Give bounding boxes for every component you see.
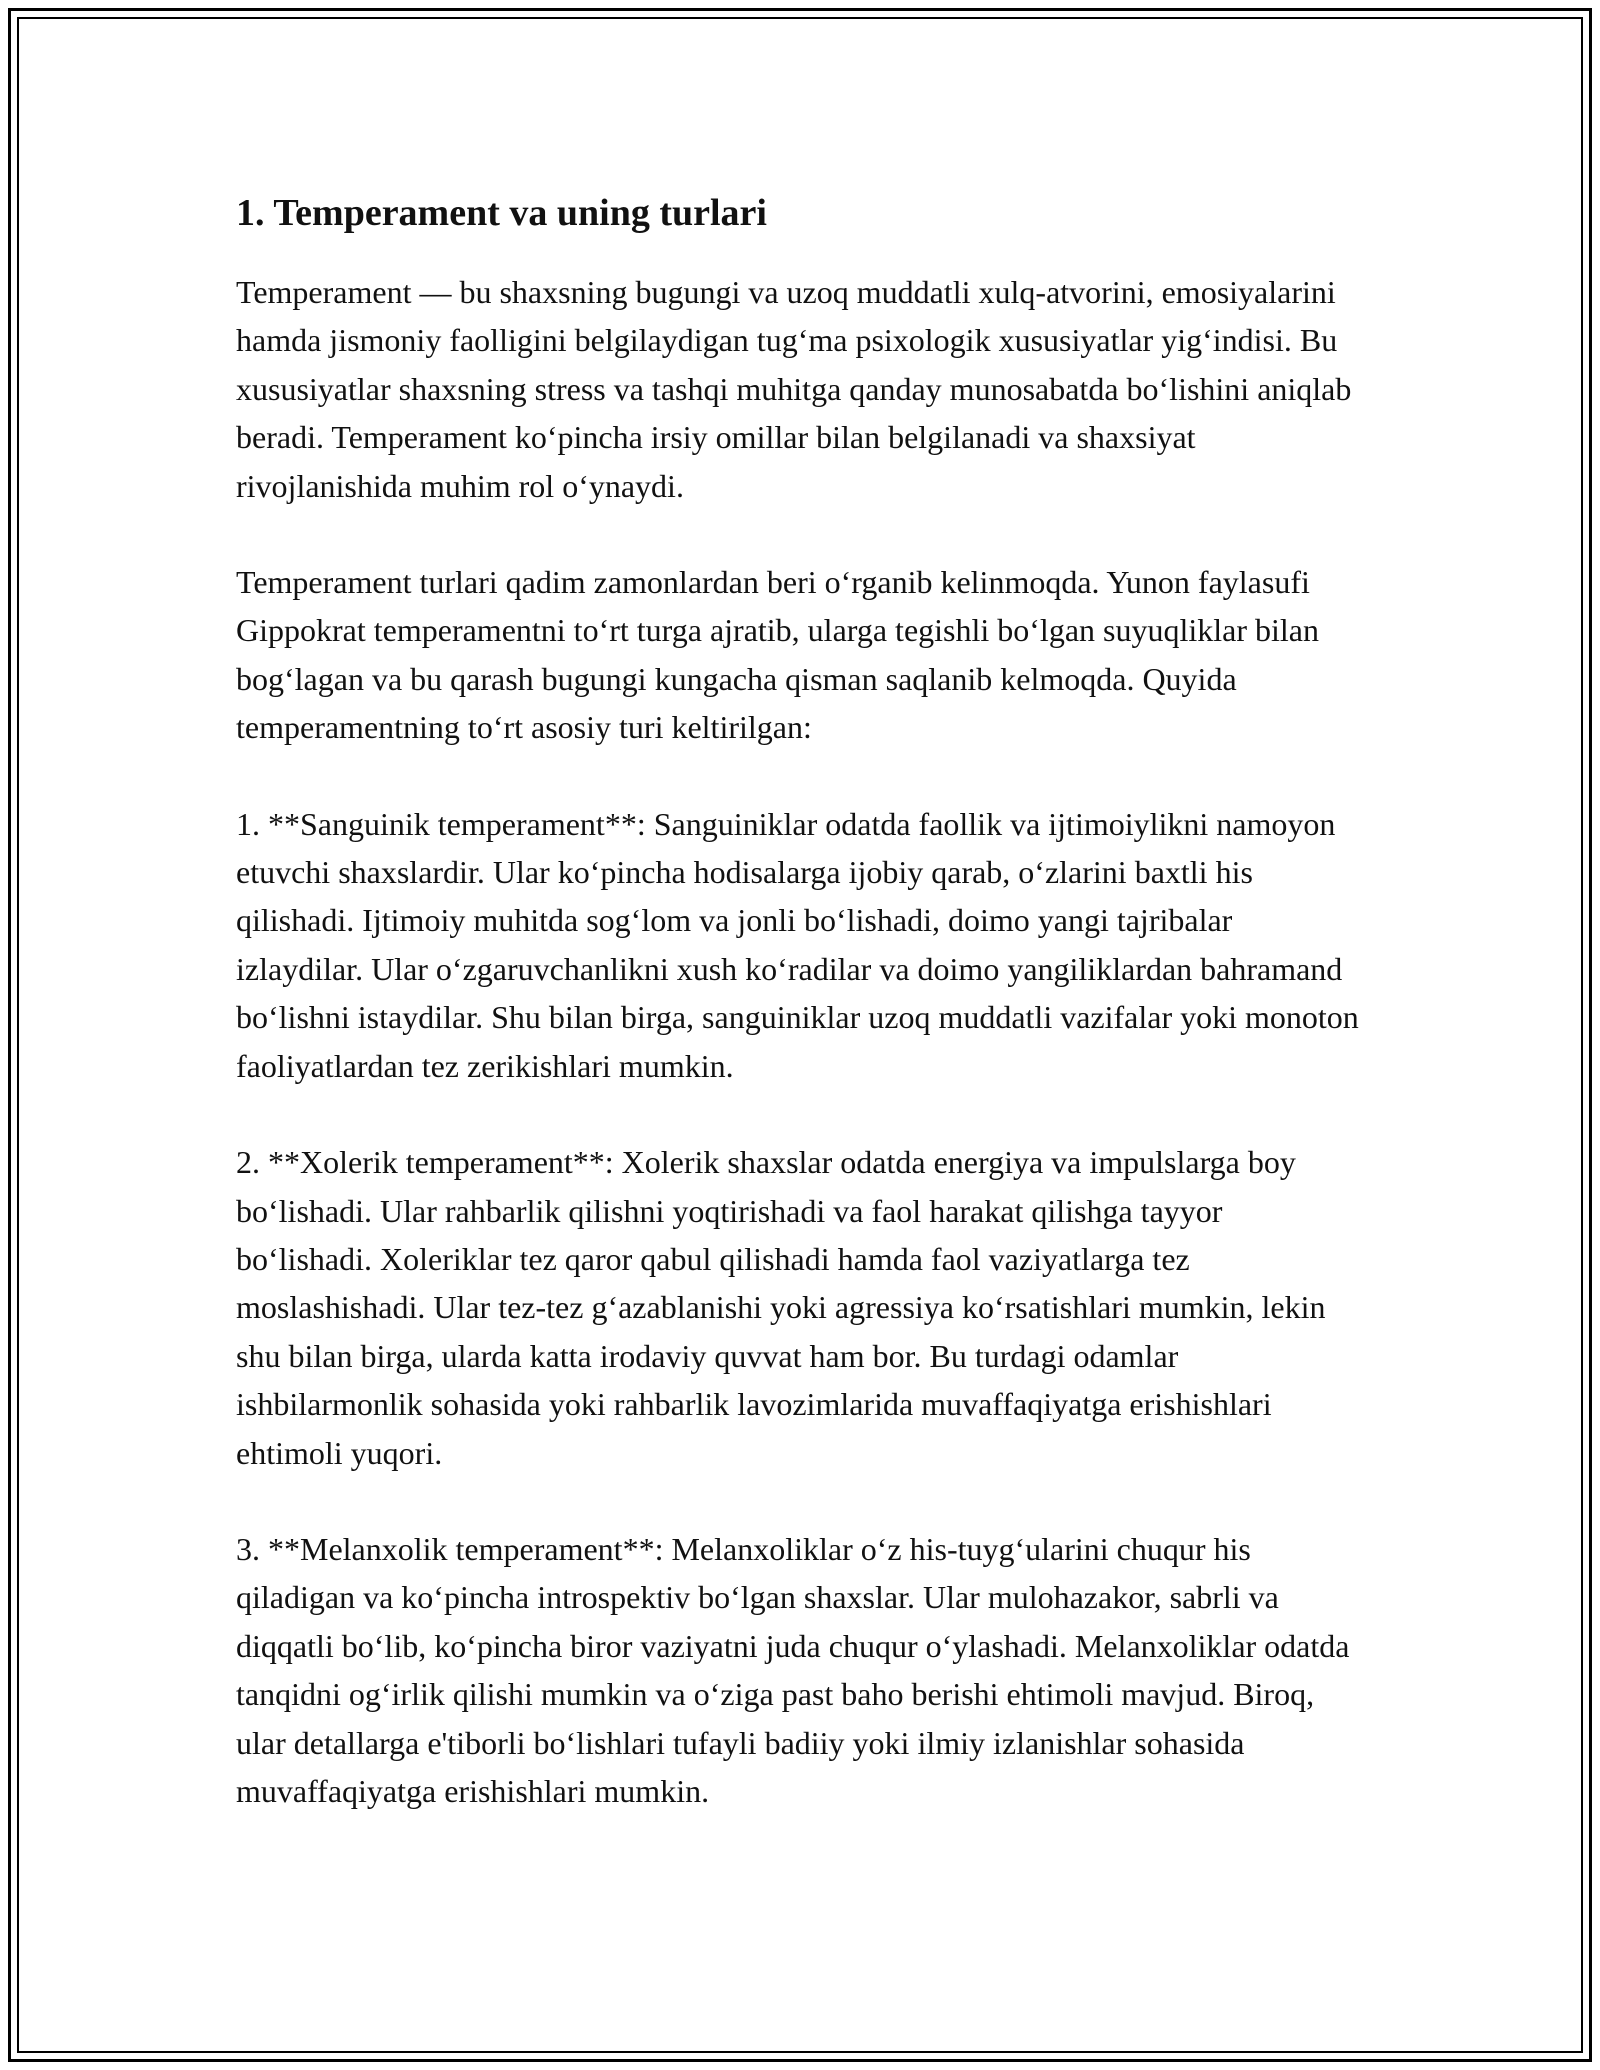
paragraph-sanguine: 1. **Sanguinik temperament**: Sanguiniklar odatda faollik va ijtimoiylikni namoyon etuvchi shaxslardir. Ular ko‘pincha hodisalarga ijobiy qarab, o‘zlarini baxtli his qilishadi. Ijtimoiy muhitda sog‘lom va jonli bo‘lishadi, doimo yangi tajribalar izlaydilar. Ular o‘zgaruvchanlikni xush ko‘radilar va doimo yangiliklardan bahramand bo‘lishni istaydilar. Shu bilan birga, sanguiniklar uzoq muddatli vazifalar yoki monoton faoliyatlardan tez zerikishlari mumkin. [236,805,1359,1084]
paragraph-history: Temperament turlari qadim zamonlardan beri o‘rganib kelinmoqda. Yunon faylasufi Gippokrat temperamentni to‘rt turga ajratib, ularga tegishli bo‘lgan suyuqliklar bilan bog‘lagan va bu qarash bugungi kungacha qisman saqlanib kelmoqda. Quyida temperamentning to‘rt asosiy turi keltirilgan: [236,564,1319,746]
paragraph-definition: Temperament — bu shaxsning bugungi va uzoq muddatli xulq-atvorini, emosiyalarini hamda jismoniy faolligini belgilaydigan tug‘ma psixologik xususiyatlar yig‘indisi. Bu xususiyatlar shaxsning stress va tashqi muhitga qanday munosabatda bo‘lishini aniqlab beradi. Temperament ko‘pincha irsiy omillar bilan belgilanadi va shaxsiyat rivojlanishida muhim rol o‘ynaydi. [236,274,1352,504]
section-heading: 1. Temperament va uning turlari [236,192,767,234]
paragraph-melancholic: 3. **Melanxolik temperament**: Melanxoliklar o‘z his-tuyg‘ularini chuqur his qiladigan va ko‘pincha introspektiv bo‘lgan shaxslar. Ular mulohazakor, sabrli va diqqatli bo‘lib, ko‘pincha biror vaziyatni juda chuqur o‘ylashadi. Melanxoliklar odatda tanqidni og‘irlik qilishi mumkin va o‘ziga past baho berishi ehtimoli mavjud. Biroq, ular detallarga e'tiborli bo‘lishlari tufayli badiiy yoki ilmiy izlanishlar sohasida muvaffaqiyatga erishishlari mumkin. [236,1530,1350,1809]
paragraph-choleric: 2. **Xolerik temperament**: Xolerik shaxslar odatda energiya va impulslarga boy bo‘lishadi. Ular rahbarlik qilishni yoqtirishadi va faol harakat qilishga tayyor bo‘lishadi. Xoleriklar tez qaror qabul qilishadi hamda faol vaziyatlarga tez moslashishadi. Ular tez-tez g‘azablanishi yoki agressiya ko‘rsatishlari mumkin, lekin shu bilan birga, ularda katta irodaviy quvvat ham bor. Bu turdagi odamlar ishbilarmonlik sohasida yoki rahbarlik lavozimlarida muvaffaqiyatga erishishlari ehtimoli yuqori. [236,1144,1326,1471]
document-page [236,188,1366,1863]
